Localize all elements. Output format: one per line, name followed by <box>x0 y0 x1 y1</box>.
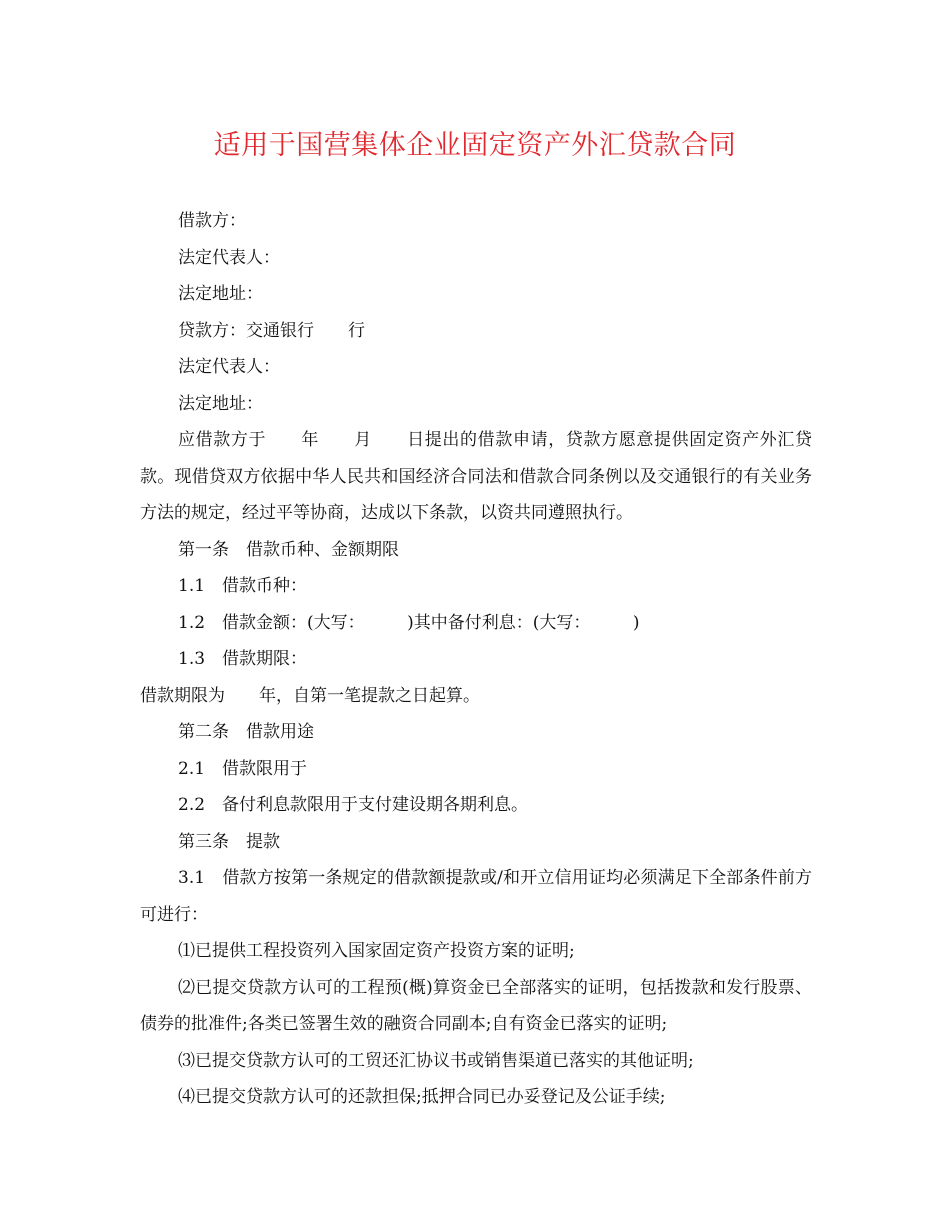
clause-1-1: 1.1 借款币种： <box>178 576 308 596</box>
clause-3-1: 3.1 借款方按第一条规定的借款额提款或/和开立信用证均必须满足下全部条件前方可进行： <box>140 868 812 925</box>
article-3-heading: 第三条 提款 <box>178 831 280 852</box>
clause-1-3: 1.3 借款期限： <box>178 649 308 669</box>
article-2-heading: 第二条 借款用途 <box>178 722 314 742</box>
article-1-heading: 第一条 借款币种、金额期限 <box>178 539 399 560</box>
clause-2-1: 2.1 借款限用于 <box>178 758 308 779</box>
condition-item-2: ⑵已提交贷款方认可的工程预(概)算资金已全部落实的证明，包括拨款和发行股票、债券的批准件;各类已签署生效的融资合同副本;自有资金已落实的证明; <box>140 977 812 1034</box>
clause-2-2: 2.2 备付利息款限用于支付建设期各期利息。 <box>178 795 529 815</box>
condition-item-3: ⑶已提交贷款方认可的工贸还汇协议书或销售渠道已落实的其他证明; <box>178 1050 694 1071</box>
condition-item-4: ⑷已提交贷款方认可的还款担保;抵押合同已办妥登记及公证手续; <box>178 1087 666 1107</box>
borrower-line: 借款方： <box>178 211 246 231</box>
lender-line: 贷款方：交通银行 行 <box>178 320 365 341</box>
lender-legal-rep-line: 法定代表人： <box>178 357 280 377</box>
loan-term-line: 借款期限为 年，自第一笔提款之日起算。 <box>140 685 480 706</box>
condition-item-1: ⑴已提供工程投资列入国家固定资产投资方案的证明; <box>178 941 575 961</box>
document-body <box>140 203 812 1116</box>
borrower-legal-address-line: 法定地址： <box>178 284 263 304</box>
clause-1-2: 1.2 借款金额：(大写： )其中备付利息：(大写： ) <box>178 612 640 633</box>
intro-paragraph: 应借款方于 年 月 日提出的借款申请，贷款方愿意提供固定资产外汇贷款。现借贷双方依据中华人民共和国经济合同法和借款合同条例以及交通银行的有关业务方法的规定，经过平等协商，达成以下条款，以资共同遵照执行。 <box>140 430 812 523</box>
lender-legal-address-line: 法定地址： <box>178 393 263 414</box>
document-title: 适用于国营集体企业固定资产外汇贷款合同 <box>213 130 737 161</box>
borrower-legal-rep-line: 法定代表人： <box>178 247 280 268</box>
